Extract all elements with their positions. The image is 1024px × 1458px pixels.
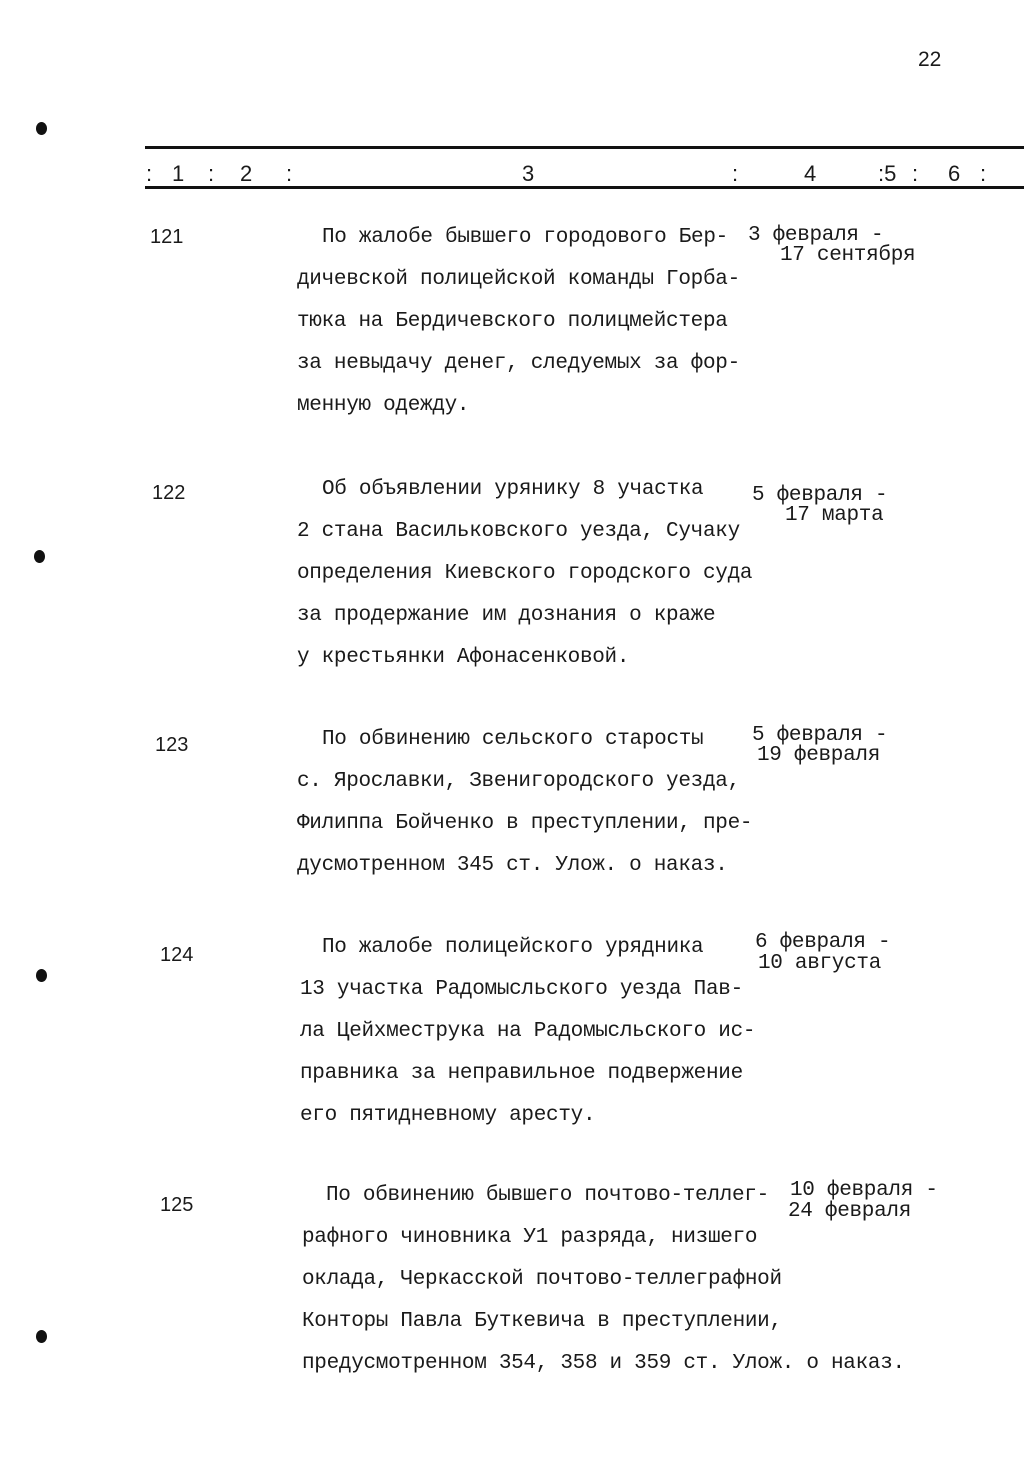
date-end: 17 сентября <box>780 244 916 267</box>
header-top-rule <box>145 146 1024 149</box>
date-end: 17 марта <box>785 504 884 527</box>
entry-text-line: определения Киевского городского суда <box>297 562 753 585</box>
date-start: 5 февраля - <box>752 484 888 507</box>
entry-text-line: у крестьянки Афонасенковой. <box>297 646 630 669</box>
entry-text-line: его пятидневному аресту. <box>300 1104 596 1127</box>
entry-text-line: с. Ярославки, Звенигородского уезда, <box>297 770 740 793</box>
entry-text-line: Об объявлении урянику 8 участка <box>322 478 704 501</box>
column-header-cell: : <box>208 161 215 186</box>
entry-text-line: По жалобе бывшего городового Бер- <box>322 226 728 249</box>
column-header-cell: 1 <box>172 161 185 186</box>
entry-text-line: за невыдачу денег, следуемых за фор- <box>297 352 740 375</box>
entry-text-line: предусмотренном 354, 358 и 359 ст. Улож. о наказ. <box>302 1352 905 1375</box>
column-header-cell: : <box>732 161 739 186</box>
punch-hole-mark <box>36 122 47 135</box>
entry-text-line: менную одежду. <box>297 394 470 417</box>
column-header-cell: :5 <box>878 161 897 186</box>
entry-text-line: дусмотренном 345 ст. Улож. о наказ. <box>297 854 728 877</box>
column-header-cell: : <box>980 161 987 186</box>
date-start: 5 февраля - <box>752 724 888 747</box>
entry-number: 122 <box>152 482 186 504</box>
date-start: 3 февраля - <box>748 224 884 247</box>
punch-hole-mark <box>34 550 45 563</box>
entry-number: 125 <box>160 1194 194 1216</box>
column-header-cell: : <box>286 161 293 186</box>
entry-text-line: дичевской полицейской команды Горба- <box>297 268 740 291</box>
date-start: 10 февраля - <box>790 1179 938 1202</box>
punch-hole-mark <box>36 969 47 982</box>
column-header-cell: 2 <box>240 161 253 186</box>
entry-text-line: По обвинению сельского старосты <box>322 728 704 751</box>
entry-text-line: По обвинению бывшего почтово-теллег- <box>326 1184 769 1207</box>
date-end: 24 февраля <box>788 1200 912 1223</box>
entry-text-line: рафного чиновника У1 разряда, низшего <box>302 1226 758 1249</box>
page-number: 22 <box>918 48 942 71</box>
entry-number: 124 <box>160 944 194 966</box>
entry-text-line: 2 стана Васильковского уезда, Сучаку <box>297 520 740 543</box>
column-header-cell: : <box>912 161 919 186</box>
column-header-cell: 4 <box>804 161 817 186</box>
column-header-cell: 6 <box>948 161 961 186</box>
entry-text-line: Конторы Павла Буткевича в преступлении, <box>302 1310 782 1333</box>
entry-number: 121 <box>150 226 184 248</box>
entry-text-line: ла Цейхместрука на Радомысльского ис- <box>300 1020 756 1043</box>
column-header-cell: 3 <box>522 161 535 186</box>
entry-text-line: за продержание им дознания о краже <box>297 604 716 627</box>
entry-number: 123 <box>155 734 189 756</box>
date-start: 6 февраля - <box>755 931 891 954</box>
punch-hole-mark <box>36 1330 47 1343</box>
entry-text-line: правника за неправильное подвержение <box>300 1062 743 1085</box>
entry-text-line: Филиппа Бойченко в преступлении, пре- <box>297 812 753 835</box>
date-end: 19 февраля <box>757 744 881 767</box>
entry-text-line: тюка на Бердичевского полицмейстера <box>297 310 728 333</box>
entry-text-line: оклада, Черкасской почтово-теллеграфной <box>302 1268 782 1291</box>
column-header-cell: : <box>146 161 153 186</box>
entry-text-line: По жалобе полицейского урядника <box>322 936 704 959</box>
date-end: 10 августа <box>758 952 882 975</box>
entry-text-line: 13 участка Радомысльского уезда Пав- <box>300 978 743 1001</box>
